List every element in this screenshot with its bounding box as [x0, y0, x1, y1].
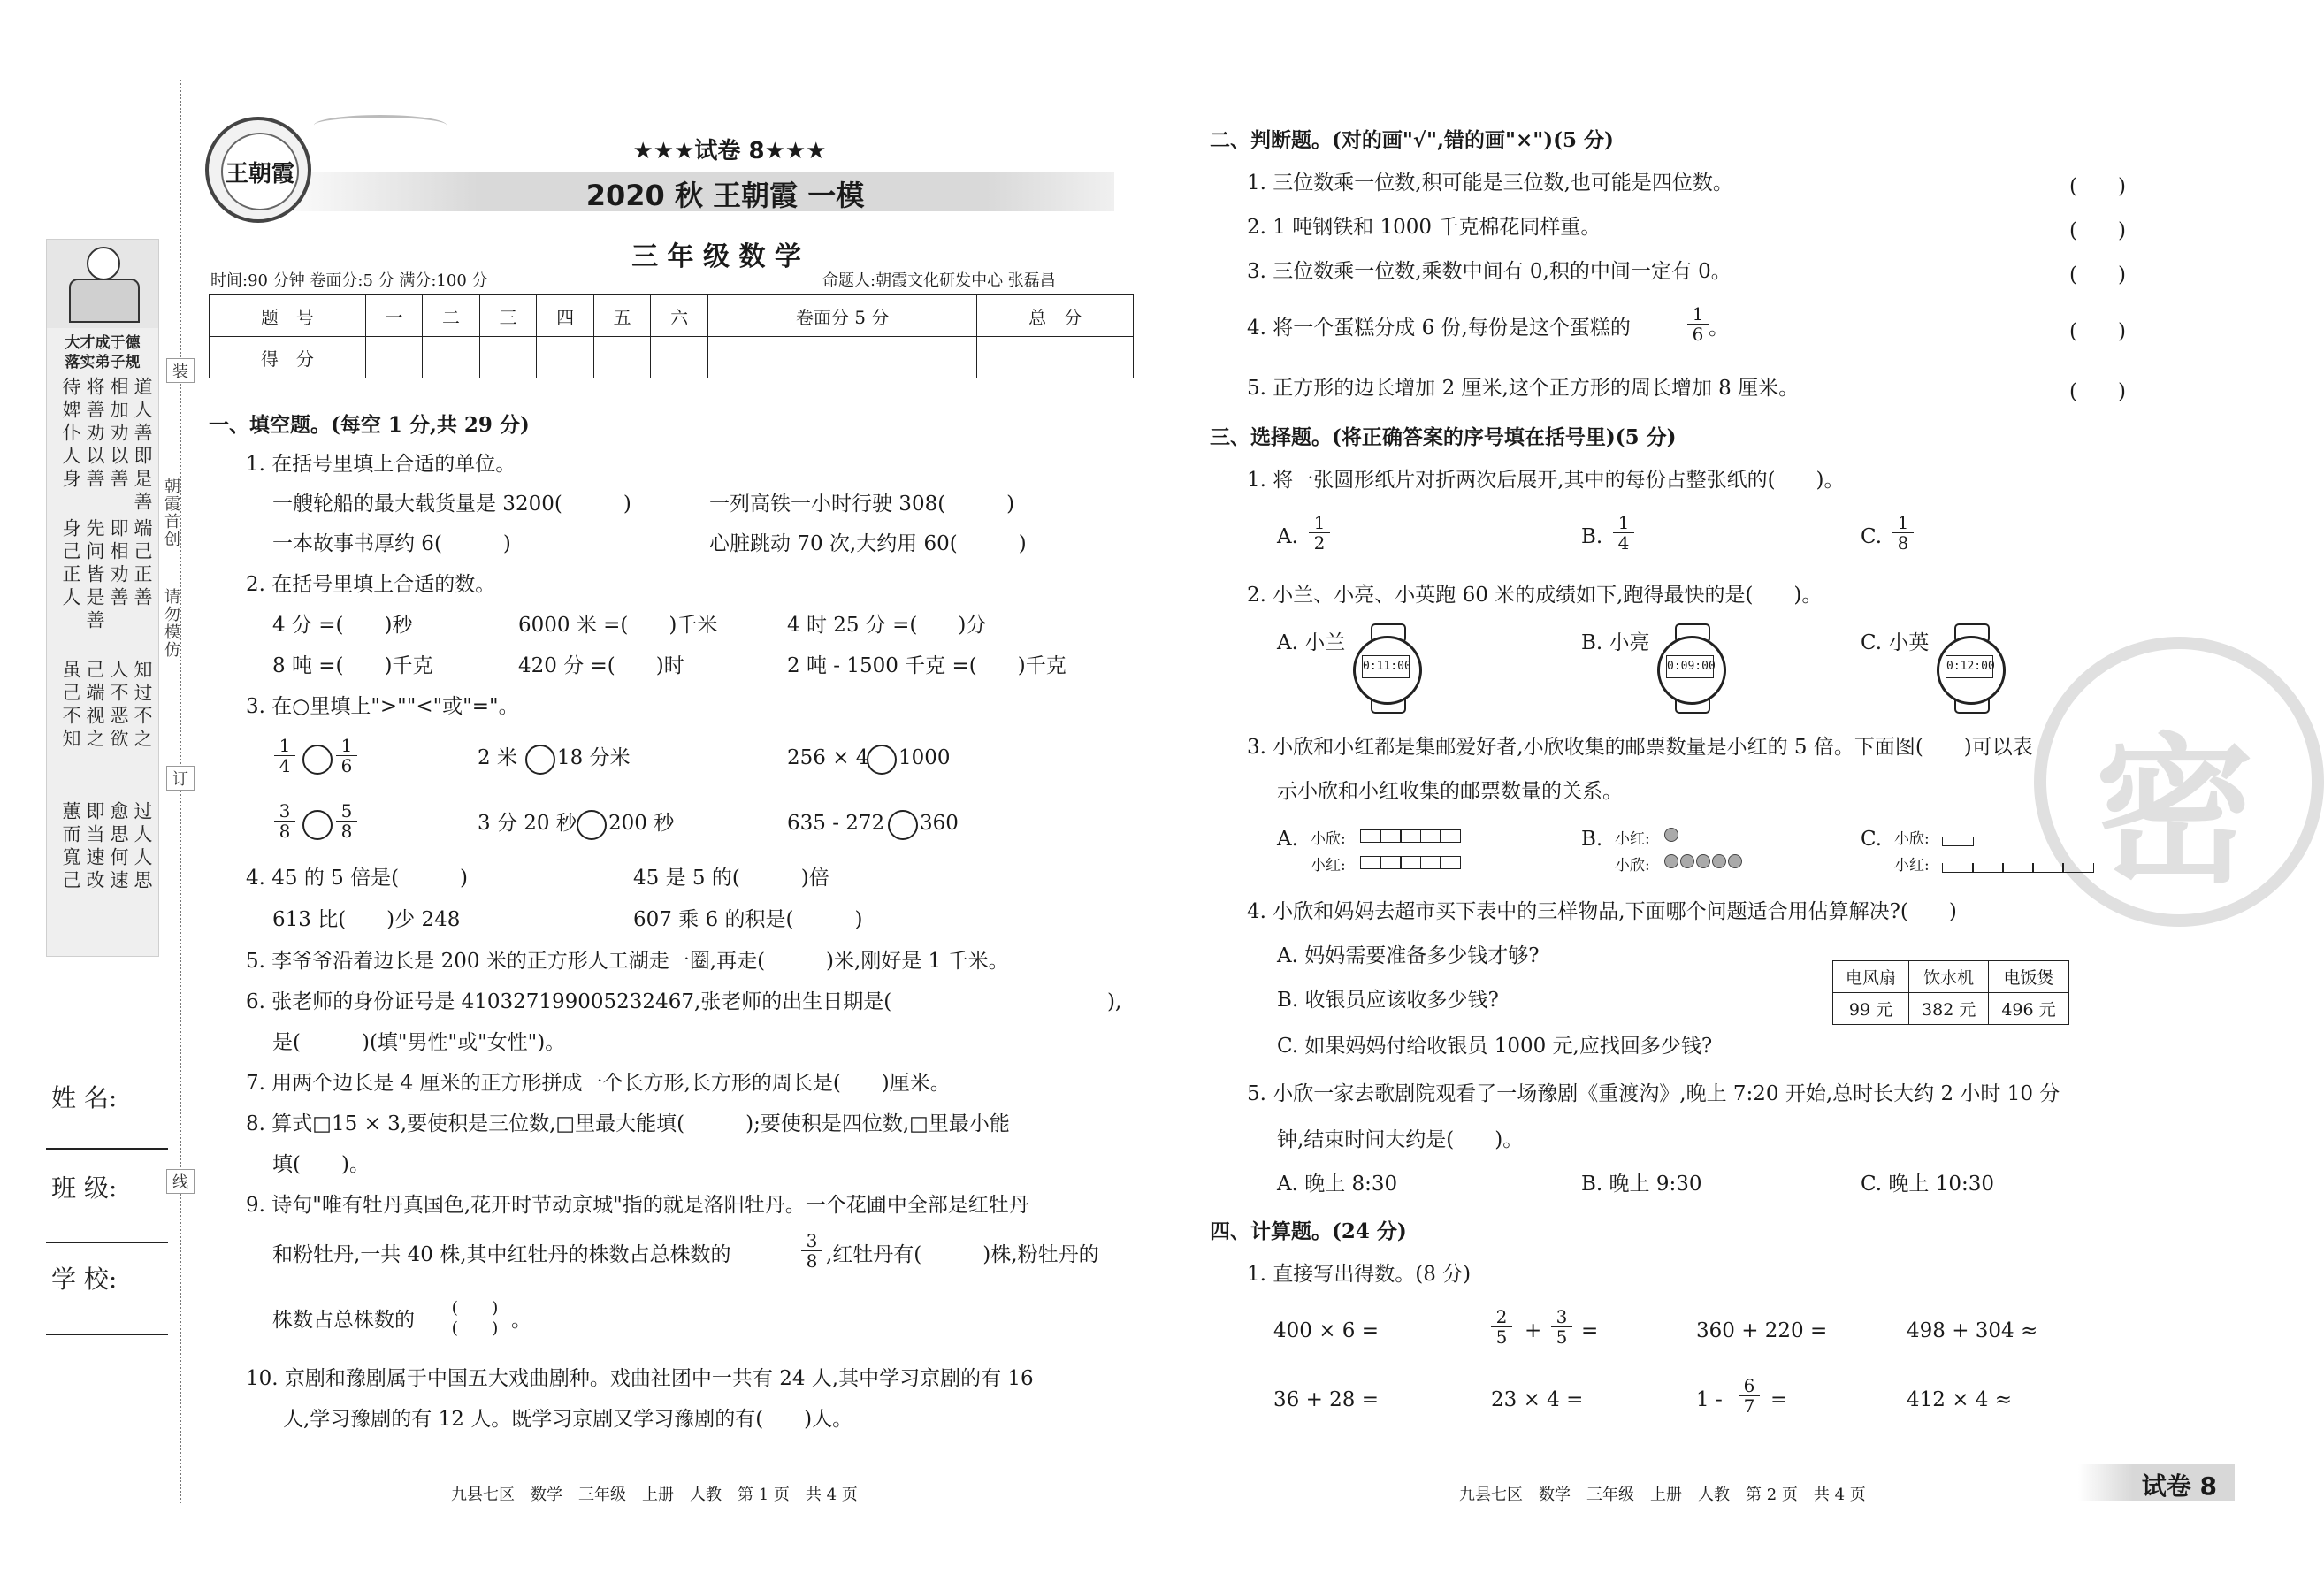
- logo-text: 王朝霞: [221, 133, 299, 210]
- judge-item-4-end: 。: [1709, 317, 1729, 340]
- segment: [2002, 863, 2034, 873]
- quote-col: 过人人思: [132, 801, 153, 893]
- q1-3-e-left: 3 分 20 秒: [478, 812, 577, 835]
- binding-char-2: 订: [166, 766, 195, 791]
- score-cell[interactable]: [707, 337, 976, 378]
- score-header-cell: 五: [593, 295, 651, 337]
- scholar-illustration: [47, 240, 158, 328]
- q1-8-b: 填( )。: [272, 1153, 370, 1176]
- fraction: 2 5: [1491, 1307, 1512, 1347]
- choice-q2-opt-c[interactable]: C. 小英: [1861, 631, 1930, 654]
- choice-q2-opt-a[interactable]: A. 小兰: [1277, 631, 1346, 654]
- score-header-cell: 三: [479, 295, 537, 337]
- answer-paren[interactable]: ( ): [2069, 175, 2126, 198]
- dot-row: [1664, 828, 1680, 845]
- seal-char: 密: [2095, 718, 2255, 905]
- q1-9-a: 9. 诗句"唯有牡丹真国色,花开时节动京城"指的就是洛阳牡丹。一个花圃中全部是红牡丹: [246, 1194, 1029, 1217]
- q1-6-b: 是( )(填"男性"或"女性")。: [272, 1031, 566, 1054]
- quote-col: 知过不之: [132, 660, 153, 752]
- exam-meta: 时间:90 分钟 卷面分:5 分 满分:100 分: [210, 271, 488, 290]
- price-header: 饮水机: [1909, 961, 1989, 993]
- fraction: 1 4: [274, 736, 295, 776]
- section4-title: 四、计算题。(24 分): [1210, 1219, 1407, 1243]
- q1-9-b2: ,红牡丹有( )株,粉牡丹的: [826, 1243, 1099, 1266]
- fraction: 1 8: [1892, 513, 1914, 553]
- label-xiaoxin: 小欣:: [1894, 830, 1930, 848]
- q1-9-c-end: 。: [511, 1309, 531, 1332]
- segment: [2032, 863, 2064, 873]
- name-label: 姓 名:: [51, 1083, 118, 1112]
- q1-6-a-close: ),: [1107, 990, 1122, 1013]
- section1-title: 一、填空题。(每空 1 分,共 29 分): [209, 413, 530, 437]
- calc-pre: 1 -: [1696, 1388, 1723, 1411]
- choice-q5-opt-a[interactable]: A. 晚上 8:30: [1277, 1173, 1398, 1196]
- fraction: 1 4: [1613, 513, 1634, 553]
- blank-fraction[interactable]: ( ) ( ): [442, 1298, 508, 1338]
- calc-eq: =: [1770, 1388, 1788, 1411]
- choice-q4-opt-c[interactable]: C. 如果妈妈付给收银员 1000 元,应找回多少钱?: [1277, 1035, 1713, 1058]
- segment: [1972, 863, 2004, 873]
- score-header-cell: 卷面分 5 分: [707, 295, 976, 337]
- fraction: 3 8: [801, 1231, 822, 1271]
- q1-9-b1: 和粉牡丹,一共 40 株,其中红牡丹的株数占总株数的: [272, 1243, 731, 1266]
- label-xiaoxin: 小欣:: [1615, 857, 1650, 875]
- choice-q3-opt-b[interactable]: B.: [1581, 828, 1603, 851]
- stopwatch-display: 0:09:00: [1666, 655, 1714, 678]
- stopwatch-display: 0:12:00: [1946, 655, 1993, 678]
- answer-paren[interactable]: ( ): [2069, 380, 2126, 403]
- quote-col: 待婢仆人身: [60, 377, 81, 492]
- q1-2-e: 420 分 =( )时: [518, 654, 684, 677]
- q1-4-a: 4. 45 的 5 倍是( ): [246, 867, 469, 890]
- footer-right: 九县七区 数学 三年级 上册 人教 第 2 页 共 4 页: [1459, 1486, 1866, 1504]
- answer-paren[interactable]: ( ): [2069, 320, 2126, 343]
- compare-circle[interactable]: [302, 810, 333, 840]
- q1-7: 7. 用两个边长是 4 厘米的正方形拼成一个长方形,长方形的周长是( )厘米。: [246, 1072, 951, 1095]
- calc-item: 412 × 4 ≈: [1907, 1388, 2013, 1411]
- choice-q1-opt-a[interactable]: A.: [1277, 525, 1298, 548]
- q1-3-g-right: 360: [920, 812, 959, 835]
- school-label: 学 校:: [51, 1265, 118, 1294]
- q1-5: 5. 李爷爷沿着边长是 200 米的正方形人工湖走一圈,再走( )米,刚好是 1 千米。: [246, 950, 1009, 973]
- q1-1-a: 一艘轮船的最大载货量是 3200( ): [272, 493, 631, 516]
- choice-q4: 4. 小欣和妈妈去超市买下表中的三样物品,下面哪个问题适合用估算解决?( ): [1247, 900, 1957, 923]
- fraction: 1 6: [1687, 304, 1709, 344]
- score-cell[interactable]: [593, 337, 651, 378]
- stopwatch-icon: [1349, 623, 1424, 712]
- segment: [1942, 863, 1974, 873]
- judge-item-1: 1. 三位数乘一位数,积可能是三位数,也可能是四位数。: [1247, 172, 1733, 195]
- score-cell[interactable]: [537, 337, 594, 378]
- score-table: [209, 294, 1134, 378]
- q1-3-e-right: 200 秒: [608, 812, 675, 835]
- quote-col: 己端视之: [84, 660, 105, 752]
- score-cell[interactable]: [479, 337, 537, 378]
- q1-2-stem: 2. 在括号里填上合适的数。: [246, 573, 496, 596]
- label-xiaohong: 小红:: [1615, 830, 1650, 848]
- q1-2-d: 8 吨 =( )千克: [272, 654, 433, 677]
- quote-col: 相加劝以善: [108, 377, 129, 492]
- q1-2-c: 4 时 25 分 =( )分: [787, 614, 987, 637]
- q1-1-c: 一本故事书厚约 6( ): [272, 532, 511, 555]
- bar-cells: [1360, 829, 1460, 843]
- q1-8-a: 8. 算式□15 × 3,要使积是三位数,□里最大能填( );要使积是四位数,□里最小能: [246, 1112, 1010, 1135]
- q1-4-c: 613 比( )少 248: [272, 908, 461, 931]
- fraction: 3 5: [1551, 1307, 1572, 1347]
- choice-q3-a: 3. 小欣和小红都是集邮爱好者,小欣收集的邮票数量是小红的 5 倍。下面图( )可以表: [1247, 736, 2033, 759]
- calc-q1: 1. 直接写出得数。(8 分): [1247, 1263, 1472, 1286]
- q1-1-stem: 1. 在括号里填上合适的单位。: [246, 453, 516, 476]
- paper-label: ★★★试卷 8★★★: [632, 138, 827, 164]
- score-header-cell: 六: [651, 295, 708, 337]
- fraction: 1 6: [336, 736, 357, 776]
- choice-q2: 2. 小兰、小亮、小英跑 60 米的成绩如下,跑得最快的是( )。: [1247, 584, 1823, 607]
- quote-columns: [52, 377, 153, 943]
- q1-3-stem: 3. 在○里填上">""<"或"="。: [246, 695, 519, 718]
- ribbon-decoration: [314, 115, 447, 135]
- quote-col: 即当速改: [84, 801, 105, 893]
- main-title: 2020 秋 王朝霞 一模: [585, 179, 865, 212]
- binding-char-1: 装: [166, 358, 195, 383]
- score-header-cell: 题 号: [210, 295, 366, 337]
- fraction: 5 8: [336, 801, 357, 841]
- compare-circle[interactable]: [577, 810, 607, 840]
- price-cell: 99 元: [1833, 993, 1909, 1025]
- class-label: 班 级:: [51, 1173, 118, 1203]
- compare-circle[interactable]: [302, 745, 333, 775]
- calc-eq: =: [1581, 1319, 1599, 1342]
- answer-paren[interactable]: ( ): [2069, 264, 2126, 287]
- price-header: 电风扇: [1833, 961, 1909, 993]
- segment: [2062, 863, 2094, 873]
- binding-dotted-line: [180, 80, 181, 1503]
- q1-3-c-left: 256 × 4: [787, 746, 869, 769]
- choice-q3-opt-a[interactable]: A.: [1277, 828, 1298, 851]
- q1-3-b-left: 2 米: [478, 746, 517, 769]
- stopwatch-display: 0:11:00: [1362, 655, 1410, 678]
- label-xiaohong: 小红:: [1894, 857, 1930, 875]
- score-cell[interactable]: [423, 337, 480, 378]
- choice-q2-opt-b[interactable]: B. 小亮: [1581, 631, 1650, 654]
- q1-10-b: 人,学习豫剧的有 12 人。既学习京剧又学习豫剧的有( )人。: [283, 1408, 853, 1431]
- choice-q3-b: 示小欣和小红收集的邮票数量的关系。: [1277, 780, 1623, 803]
- calc-item: 36 + 28 =: [1273, 1388, 1380, 1411]
- q1-4-b: 45 是 5 的( )倍: [633, 867, 829, 890]
- section3-title: 三、选择题。(将正确答案的序号填在括号里)(5 分): [1210, 425, 1677, 449]
- calc-item: 360 + 220 =: [1696, 1319, 1828, 1342]
- judge-item-4: 4. 将一个蛋糕分成 6 份,每份是这个蛋糕的: [1247, 317, 1631, 340]
- fraction: 1 2: [1309, 513, 1330, 553]
- compare-circle[interactable]: [525, 745, 555, 775]
- fraction: 6 7: [1739, 1376, 1760, 1416]
- quote-col: 先问皆是善: [84, 518, 105, 633]
- score-cell[interactable]: [651, 337, 708, 378]
- choice-q1-opt-c[interactable]: C.: [1861, 525, 1883, 548]
- quote-col: 即相劝善: [108, 518, 129, 610]
- choice-q5-a: 5. 小欣一家去歌剧院观看了一场豫剧《重渡沟》,晚上 7:20 开始,总时长大约 2 小时 10 分: [1247, 1082, 2060, 1105]
- choice-q5-b: 钟,结束时间大约是( )。: [1277, 1128, 1524, 1151]
- section2-title: 二、判断题。(对的画"√",错的画"×")(5 分): [1210, 128, 1614, 152]
- calc-op: +: [1525, 1319, 1542, 1342]
- stopwatch-icon: [1933, 623, 2007, 712]
- subject-title: 三 年 级 数 学: [631, 241, 801, 272]
- q1-3-b-right: 18 分米: [557, 746, 631, 769]
- quote-col: 蕙而寬己: [60, 801, 81, 893]
- fraction: 3 8: [274, 801, 295, 841]
- logo: [205, 117, 311, 223]
- score-header-cell: 二: [423, 295, 480, 337]
- class-line[interactable]: [46, 1242, 168, 1243]
- choice-q1: 1. 将一张圆形纸片对折两次后展开,其中的每份占整张纸的( )。: [1247, 469, 1845, 492]
- judge-item-5: 5. 正方形的边长增加 2 厘米,这个正方形的周长增加 8 厘米。: [1247, 377, 1800, 400]
- quote-panel: [46, 239, 159, 957]
- score-header-cell: 四: [537, 295, 594, 337]
- q1-2-f: 2 吨 - 1500 千克 =( )千克: [787, 654, 1066, 677]
- compare-circle[interactable]: [867, 745, 897, 775]
- school-line[interactable]: [46, 1334, 168, 1335]
- seal-watermark: [2034, 637, 2324, 927]
- vertical-note-2: 请勿模仿: [162, 588, 180, 659]
- stopwatch-icon: [1654, 623, 1728, 712]
- choice-q5-opt-b[interactable]: B. 晚上 9:30: [1581, 1173, 1702, 1196]
- paper-tab: [2078, 1464, 2235, 1501]
- price-cell: 496 元: [1989, 993, 2068, 1025]
- q1-1-d: 心脏跳动 70 次,大约用 60( ): [709, 532, 1027, 555]
- choice-q4-opt-a[interactable]: A. 妈妈需要准备多少钱才够?: [1277, 944, 1540, 967]
- q1-2-a: 4 分 =( )秒: [272, 614, 413, 637]
- score-header-cell: 一: [365, 295, 423, 337]
- answer-paren[interactable]: ( ): [2069, 219, 2126, 242]
- q1-10-a: 10. 京剧和豫剧属于中国五大戏曲剧种。戏曲社团中一共有 24 人,其中学习京剧的有 16: [246, 1367, 1034, 1390]
- segment: [1942, 837, 1974, 846]
- name-line[interactable]: [46, 1148, 168, 1150]
- q1-3-c-right: 1000: [898, 746, 951, 769]
- calc-item: 400 × 6 =: [1273, 1319, 1380, 1342]
- price-table: [1832, 960, 2069, 1025]
- choice-q4-opt-b[interactable]: B. 收银员应该收多少钱?: [1277, 989, 1499, 1012]
- q1-9-c: 株数占总株数的: [272, 1309, 415, 1332]
- choice-q1-opt-b[interactable]: B.: [1581, 525, 1603, 548]
- q1-6-a: 6. 张老师的身份证号是 410327199005232467,张老师的出生日期是(: [246, 990, 892, 1013]
- choice-q3-opt-c[interactable]: C.: [1861, 828, 1883, 851]
- quote-col: 将善劝以善: [84, 377, 105, 492]
- calc-item: 23 × 4 =: [1491, 1388, 1584, 1411]
- score-cell[interactable]: [365, 337, 423, 378]
- quote-col: 人不恶欲: [108, 660, 129, 752]
- binding-char-3: 线: [166, 1169, 195, 1194]
- calc-item: 498 + 304 ≈: [1907, 1319, 2038, 1342]
- motto-2: 落实弟子规: [65, 354, 141, 371]
- quote-col: 道人善即是善: [132, 377, 153, 515]
- quote-col: 身己正人: [60, 518, 81, 610]
- judge-item-2: 2. 1 吨钢铁和 1000 千克棉花同样重。: [1247, 216, 1602, 239]
- q1-3-g-left: 635 - 272: [787, 812, 885, 835]
- quote-col: 愈思何速: [108, 801, 129, 893]
- label-xiaoxin: 小欣:: [1311, 830, 1346, 848]
- vertical-note-1: 朝霞首创: [162, 478, 180, 548]
- choice-q5-opt-c[interactable]: C. 晚上 10:30: [1861, 1173, 1994, 1196]
- score-row-label: 得 分: [210, 337, 366, 378]
- q1-2-b: 6000 米 =( )千米: [518, 614, 718, 637]
- judge-item-3: 3. 三位数乘一位数,乘数中间有 0,积的中间一定有 0。: [1247, 260, 1732, 283]
- score-table-header-row: [210, 295, 1134, 337]
- price-header: 电饭煲: [1989, 961, 2068, 993]
- score-table-row: [210, 337, 1134, 378]
- footer-left: 九县七区 数学 三年级 上册 人教 第 1 页 共 4 页: [451, 1486, 858, 1504]
- q1-4-d: 607 乘 6 的积是( ): [633, 908, 863, 931]
- dot-row: [1664, 854, 1744, 872]
- compare-circle[interactable]: [888, 810, 918, 840]
- q1-1-b: 一列高铁一小时行驶 308( ): [709, 493, 1015, 516]
- paper-tab-label: 试卷 8: [2141, 1471, 2217, 1501]
- bar-cells: [1360, 856, 1460, 869]
- author-meta: 命题人:朝霞文化研发中心 张磊昌: [822, 271, 1056, 290]
- quote-col: 端己正善: [132, 518, 153, 610]
- quote-col: 虽己不知: [60, 660, 81, 752]
- score-header-cell: 总 分: [977, 295, 1134, 337]
- score-cell[interactable]: [977, 337, 1134, 378]
- motto-1: 大才成于德: [65, 334, 141, 352]
- price-cell: 382 元: [1909, 993, 1989, 1025]
- label-xiaohong: 小红:: [1311, 857, 1346, 875]
